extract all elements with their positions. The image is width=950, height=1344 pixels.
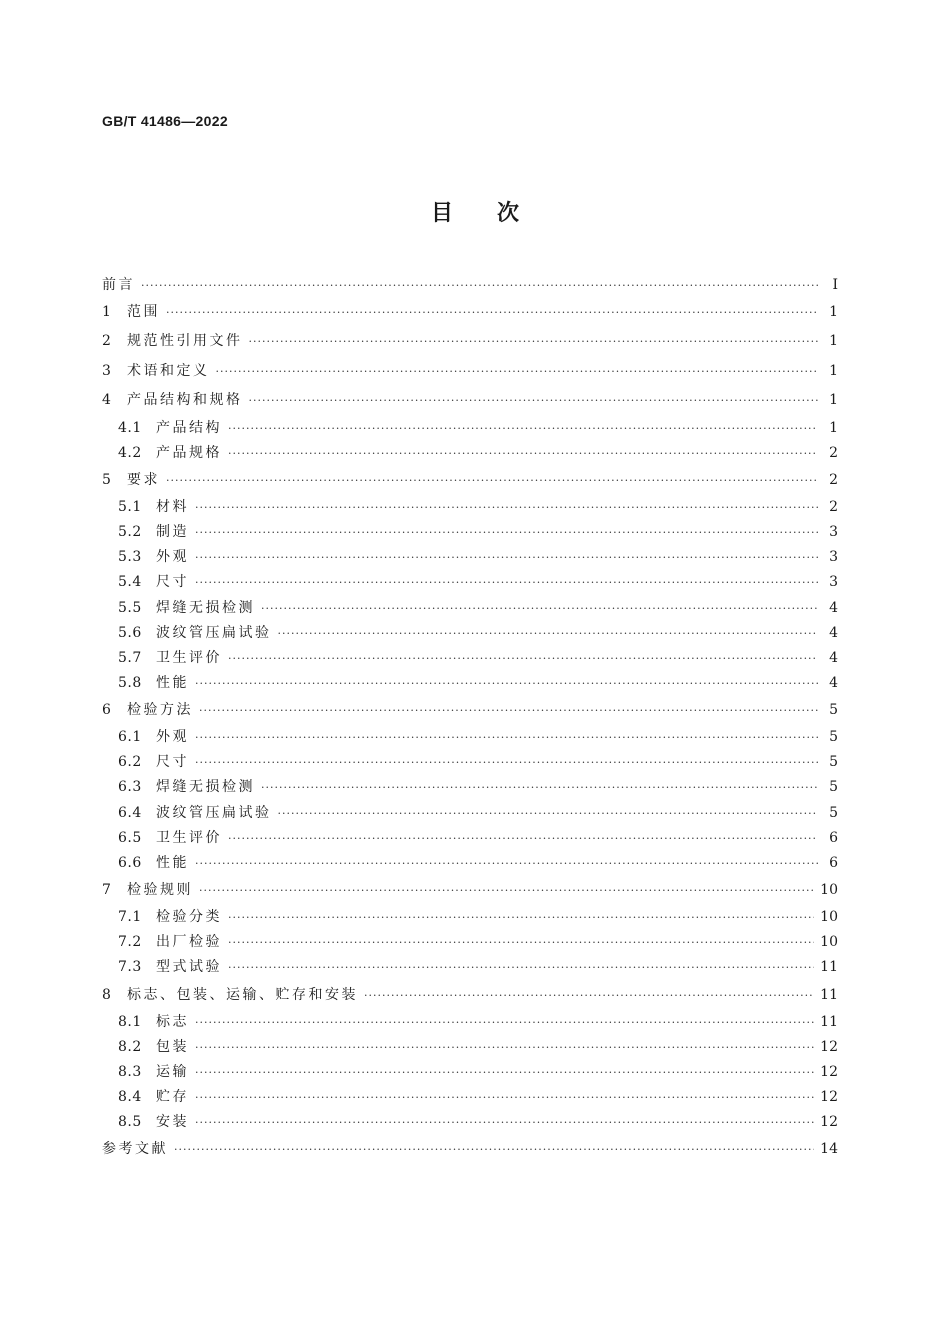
toc-entry-number: 7 — [102, 881, 112, 898]
toc-entry-page-number: 11 — [820, 1013, 838, 1030]
dot-leader — [195, 570, 818, 595]
toc-entry-page-number: 5 — [829, 754, 838, 771]
toc-entry-label: 产品结构 — [156, 419, 222, 436]
toc-entry[interactable] — [102, 725, 838, 750]
toc-entry-number: 8.1 — [118, 1013, 142, 1030]
toc-entry-number: 3 — [102, 362, 112, 379]
toc-entry[interactable] — [102, 801, 838, 826]
toc-entry[interactable] — [102, 905, 838, 930]
toc-entry-label: 卫生评价 — [156, 649, 222, 666]
toc-entry-number: 8 — [102, 986, 112, 1003]
toc-entry-page-number: 1 — [829, 333, 838, 350]
toc-entry-label: 检验分类 — [156, 909, 222, 926]
standard-code: GB/T 41486—2022 — [102, 113, 228, 129]
toc-entry-number: 5.3 — [118, 549, 142, 566]
toc-entry-page-number: 12 — [820, 1064, 838, 1081]
dot-leader — [228, 930, 814, 955]
toc-entry[interactable] — [102, 298, 838, 327]
toc-entry-number: 7.1 — [118, 909, 142, 926]
toc-entry-number: 5.4 — [118, 574, 142, 591]
toc-entry-page-number: 3 — [829, 524, 838, 541]
toc-entry[interactable] — [102, 876, 838, 905]
toc-entry-label: 术语和定义 — [127, 362, 210, 379]
toc-entry[interactable] — [102, 1010, 838, 1035]
toc-entry[interactable] — [102, 466, 838, 495]
toc-entry[interactable] — [102, 750, 838, 775]
toc-entry-page-number: 1 — [829, 362, 838, 379]
toc-entry-page-number: 1 — [829, 419, 838, 436]
toc-entry[interactable] — [102, 671, 838, 696]
toc-entry[interactable] — [102, 1110, 838, 1135]
dot-leader — [195, 750, 818, 775]
toc-entry[interactable] — [102, 386, 838, 415]
dot-leader — [249, 327, 819, 356]
toc-entry-label: 尺寸 — [156, 754, 189, 771]
dot-leader — [228, 646, 818, 671]
toc-entry[interactable] — [102, 1085, 838, 1110]
toc-entry-number: 8.2 — [118, 1039, 142, 1055]
toc-entry-label: 卫生评价 — [156, 829, 222, 846]
toc-entry-label: 性能 — [156, 854, 189, 871]
toc-entry-page-number: 4 — [829, 674, 838, 691]
toc-entry-number: 1 — [102, 304, 112, 320]
toc-entry-label: 贮存 — [156, 1089, 189, 1106]
toc-entry[interactable] — [102, 621, 838, 646]
page-title: 目次 — [430, 200, 563, 226]
dot-leader — [195, 1110, 814, 1135]
dot-leader — [195, 725, 818, 750]
toc-entry-number: 6.3 — [118, 779, 142, 796]
dot-leader — [166, 298, 818, 327]
dot-leader — [195, 1060, 814, 1085]
toc-entry-page-number: 1 — [829, 392, 838, 409]
toc-entry-number: 6.5 — [118, 829, 142, 846]
toc-entry-page-number: 1 — [829, 304, 838, 320]
toc-entry[interactable] — [102, 826, 838, 851]
dot-leader — [261, 775, 818, 800]
toc-entry[interactable] — [102, 851, 838, 876]
dot-leader — [195, 1085, 814, 1110]
dot-leader — [195, 545, 818, 570]
toc-entry[interactable] — [102, 570, 838, 595]
toc-entry[interactable] — [102, 357, 838, 386]
toc-entry-number: 2 — [102, 333, 112, 350]
dot-leader — [195, 851, 818, 876]
toc-entry-number: 5.5 — [118, 599, 142, 616]
toc-entry-page-number: 5 — [829, 701, 838, 718]
toc-entry-label: 波纹管压扁试验 — [156, 624, 272, 641]
dot-leader — [195, 495, 818, 520]
toc-entry-label: 前言 — [102, 277, 135, 293]
toc-entry-label: 焊缝无损检测 — [156, 779, 255, 796]
dot-leader — [195, 671, 818, 696]
toc-entry-page-number: Ⅰ — [832, 277, 838, 293]
toc-entry-number: 6.4 — [118, 804, 142, 821]
dot-leader — [199, 696, 818, 725]
toc-entry-label: 检验规则 — [127, 881, 193, 898]
toc-entry-number: 5 — [102, 471, 112, 488]
toc-entry-page-number: 6 — [829, 854, 838, 871]
dot-leader — [199, 876, 814, 905]
toc-entry-label: 出厂检验 — [156, 934, 222, 951]
toc-entry-number: 5.2 — [118, 524, 142, 541]
toc-entry-label: 性能 — [156, 674, 189, 691]
toc-entry-page-number: 3 — [829, 574, 838, 591]
toc-entry-page-number: 12 — [820, 1089, 838, 1106]
toc-entry-label: 运输 — [156, 1064, 189, 1081]
toc-entry-label: 标志、包装、运输、贮存和安装 — [127, 986, 358, 1003]
toc-entry-number: 4.1 — [118, 419, 142, 436]
toc-entry-page-number: 5 — [829, 729, 838, 746]
toc-entry[interactable] — [102, 416, 838, 441]
dot-leader — [228, 826, 818, 851]
toc-entry-label: 外观 — [156, 549, 189, 566]
toc-entry-label: 尺寸 — [156, 574, 189, 591]
toc-entry-label: 要求 — [127, 471, 160, 488]
toc-entry-label: 焊缝无损检测 — [156, 599, 255, 616]
toc-entry-number: 5.8 — [118, 674, 142, 691]
toc-entry-number: 7.3 — [118, 959, 142, 976]
toc-entry-page-number: 2 — [829, 499, 838, 516]
toc-entry[interactable] — [102, 272, 838, 298]
dot-leader — [228, 905, 814, 930]
toc-entry[interactable] — [102, 955, 838, 980]
toc-entry[interactable] — [102, 646, 838, 671]
toc-entry-page-number: 2 — [829, 471, 838, 488]
toc-entry[interactable] — [102, 1060, 838, 1085]
toc-entry-label: 检验方法 — [127, 701, 193, 718]
toc-entry-page-number: 10 — [820, 881, 838, 898]
toc-entry-page-number: 6 — [829, 829, 838, 846]
toc-entry-number: 4 — [102, 392, 112, 409]
dot-leader — [141, 273, 818, 299]
dot-leader — [364, 981, 814, 1010]
toc-entry-number: 8.5 — [118, 1114, 142, 1131]
dot-leader — [278, 621, 819, 646]
toc-entry-number: 4.2 — [118, 444, 142, 461]
toc-entry-label: 范围 — [127, 304, 160, 320]
toc-entry-number: 8.3 — [118, 1064, 142, 1081]
toc-entry-label: 波纹管压扁试验 — [156, 804, 272, 821]
toc-entry-number: 8.4 — [118, 1089, 142, 1106]
dot-leader — [261, 596, 818, 621]
toc-entry[interactable] — [102, 1035, 838, 1060]
toc-entry-label: 安装 — [156, 1114, 189, 1131]
toc-entry-label: 型式试验 — [156, 959, 222, 976]
toc-entry-page-number: 4 — [829, 649, 838, 666]
toc-entry[interactable] — [102, 930, 838, 955]
dot-leader — [174, 1135, 814, 1164]
toc-entry-page-number: 5 — [829, 779, 838, 796]
toc-entry[interactable] — [102, 775, 838, 800]
toc-entry-page-number: 11 — [820, 959, 838, 976]
toc-entry-number: 6.2 — [118, 754, 142, 771]
table-of-contents — [102, 272, 838, 1165]
toc-entry-number: 6.6 — [118, 854, 142, 871]
toc-entry-page-number: 10 — [820, 909, 838, 926]
dot-leader — [195, 520, 818, 545]
dot-leader — [195, 1035, 814, 1060]
toc-entry-number: 5.1 — [118, 499, 142, 516]
toc-entry[interactable] — [102, 495, 838, 520]
toc-entry-number: 6.1 — [118, 729, 142, 746]
toc-entry[interactable] — [102, 441, 838, 466]
toc-entry-page-number: 11 — [820, 986, 838, 1003]
toc-entry-number: 5.7 — [118, 649, 142, 666]
toc-entry-label: 产品结构和规格 — [127, 392, 243, 409]
toc-entry[interactable] — [102, 596, 838, 621]
dot-leader — [228, 416, 818, 441]
toc-entry-page-number: 12 — [820, 1039, 838, 1055]
toc-entry-label: 产品规格 — [156, 444, 222, 461]
toc-entry[interactable] — [102, 327, 838, 356]
dot-leader — [166, 466, 818, 495]
dot-leader — [216, 357, 819, 386]
toc-entry[interactable] — [102, 696, 838, 725]
toc-entry-label: 参考文献 — [102, 1141, 168, 1158]
dot-leader — [249, 386, 819, 415]
toc-entry[interactable] — [102, 545, 838, 570]
toc-entry[interactable] — [102, 1135, 838, 1164]
toc-entry-number: 6 — [102, 701, 112, 718]
toc-entry[interactable] — [102, 520, 838, 545]
toc-entry-page-number: 3 — [829, 549, 838, 566]
toc-entry-page-number: 2 — [829, 444, 838, 461]
dot-leader — [195, 1010, 814, 1035]
dot-leader — [228, 955, 814, 980]
toc-entry-label: 标志 — [156, 1013, 189, 1030]
toc-entry-page-number: 12 — [820, 1114, 838, 1131]
toc-entry-label: 外观 — [156, 729, 189, 746]
toc-entry-page-number: 4 — [829, 599, 838, 616]
dot-leader — [278, 801, 819, 826]
toc-entry-page-number: 14 — [820, 1141, 838, 1158]
dot-leader — [228, 441, 818, 466]
toc-entry-label: 制造 — [156, 524, 189, 541]
toc-entry[interactable] — [102, 981, 838, 1010]
toc-entry-label: 规范性引用文件 — [127, 333, 243, 350]
toc-entry-label: 材料 — [156, 499, 189, 516]
toc-entry-number: 7.2 — [118, 934, 142, 951]
toc-entry-number: 5.6 — [118, 624, 142, 641]
toc-entry-page-number: 5 — [829, 804, 838, 821]
toc-entry-page-number: 4 — [829, 624, 838, 641]
toc-entry-label: 包装 — [156, 1039, 189, 1055]
toc-entry-page-number: 10 — [820, 934, 838, 951]
